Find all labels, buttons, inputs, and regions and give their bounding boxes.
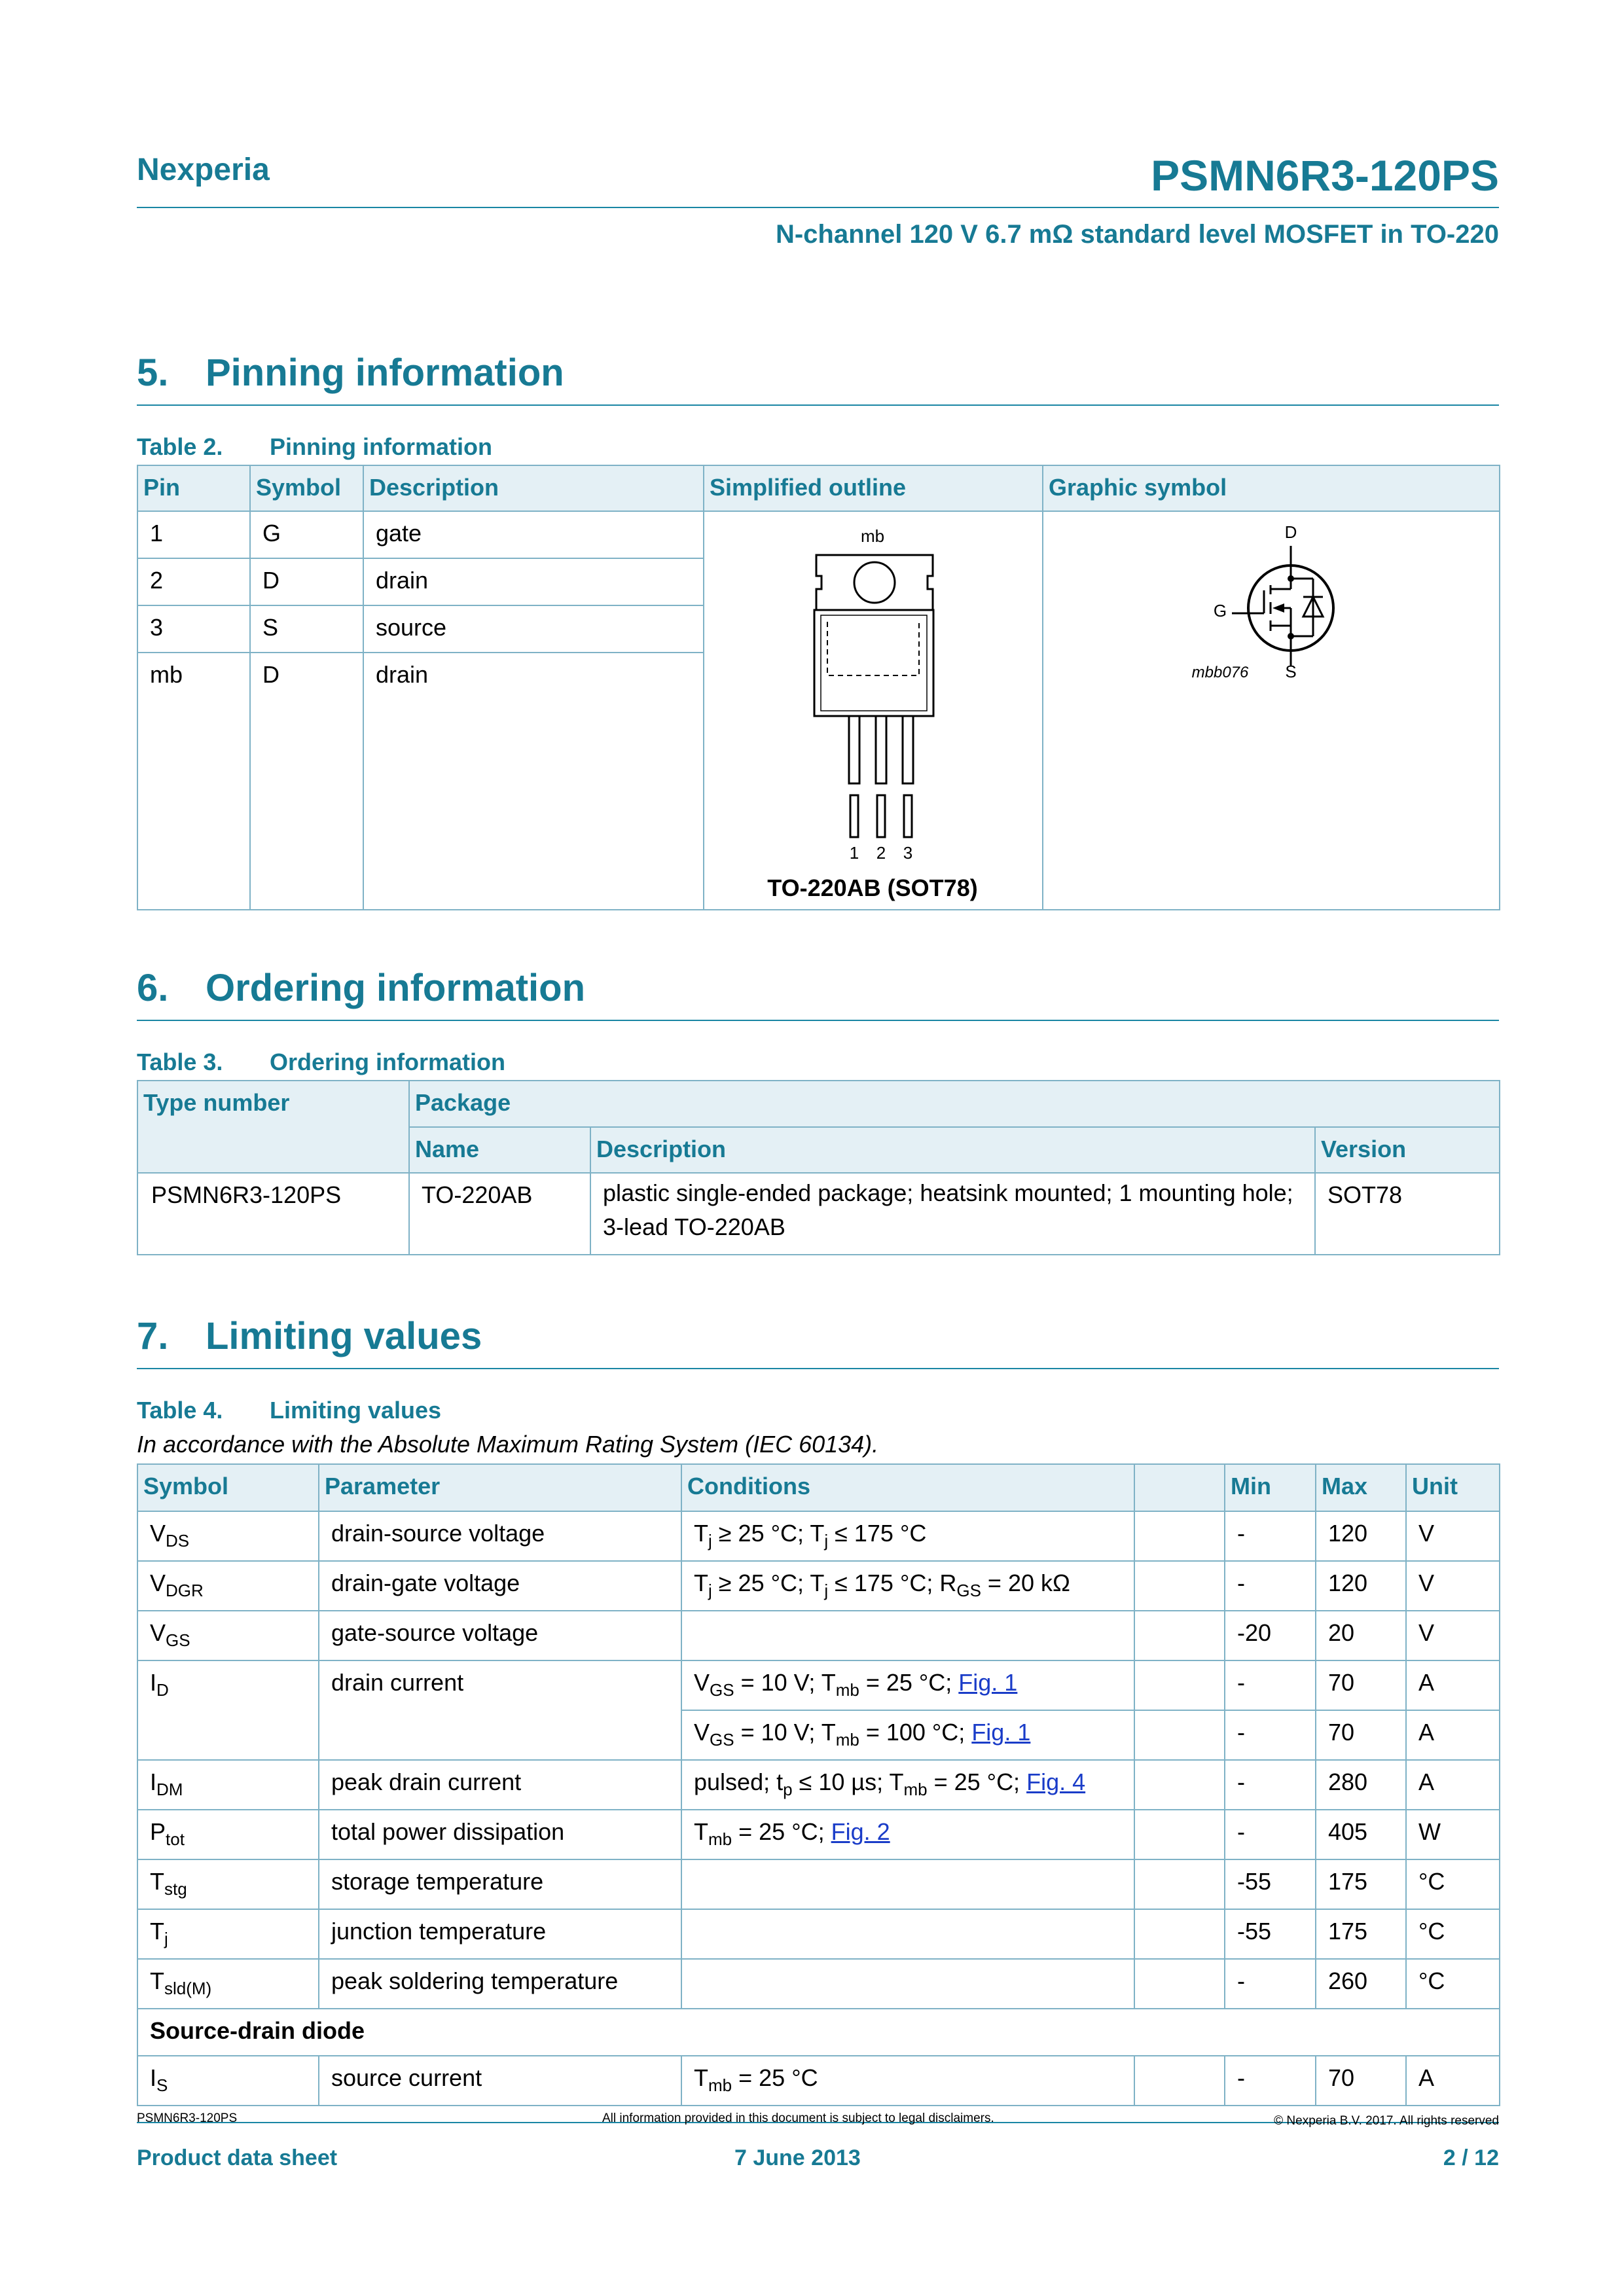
header-conditions: Conditions	[681, 1464, 1134, 1511]
footer-doc-id: PSMN6R3-120PS	[137, 2111, 238, 2125]
section-number: 5.	[137, 351, 169, 394]
max-cell: 280	[1316, 1760, 1406, 1810]
table-row	[137, 1810, 1500, 1859]
pin-2-label: 2	[876, 843, 886, 863]
header-max: Max	[1316, 1464, 1406, 1511]
unit-cell: A	[1406, 1660, 1500, 1710]
conditions-cell	[681, 1859, 1134, 1909]
table-row	[137, 1909, 1500, 1959]
pin-1-label: 1	[849, 843, 859, 863]
symbol-cell: D	[250, 558, 363, 605]
fig-4-link[interactable]: Fig. 4	[1026, 1768, 1086, 1795]
symbol-cell: $V_{GS}$	[137, 1611, 319, 1660]
footer-disclaimer: All information provided in this document is subject to legal disclaimers.	[602, 2111, 994, 2125]
unit-cell: °C	[1406, 1859, 1500, 1909]
fig-1-link[interactable]: Fig. 1	[971, 1719, 1031, 1746]
section-number: 7.	[137, 1315, 169, 1357]
min-cell: -	[1225, 1561, 1316, 1611]
parameter-cell: total power dissipation	[319, 1810, 681, 1859]
table-4-caption	[137, 1397, 441, 1424]
footer-copyright: © Nexperia B.V. 2017. All rights reserved	[1274, 2114, 1499, 2128]
header-min: Min	[1225, 1464, 1316, 1511]
table-2-caption	[137, 433, 492, 461]
table-4-note: In accordance with the Absolute Maximum Rating System (IEC 60134).	[137, 1431, 879, 1458]
package-caption: TO-220AB (SOT78)	[767, 874, 978, 901]
table-row	[137, 1859, 1500, 1909]
conditions-cell: $T_j \ge 25$ °C; $T_j \le 175$ °C; $R_{GS} = 20$ kΩ	[681, 1561, 1134, 1611]
symbol-cell: $I_{DM}$	[137, 1760, 319, 1810]
conditions-cell	[681, 1959, 1134, 2009]
unit-cell: V	[1406, 1511, 1500, 1561]
symbol-cell: $P_{tot}$	[137, 1810, 319, 1859]
unit-cell: W	[1406, 1810, 1500, 1859]
description-cell: drain	[363, 653, 704, 910]
document-subtitle: N-channel 120 V 6.7 mΩ standard level MOSFET in TO-220	[775, 220, 1499, 249]
max-cell: 405	[1316, 1810, 1406, 1859]
header-name: Name	[409, 1127, 590, 1173]
parameter-cell: drain-gate voltage	[319, 1561, 681, 1611]
header-description: Description	[363, 465, 704, 511]
table-number: Table 2.	[137, 433, 223, 460]
type-number-cell: PSMN6R3-120PS	[137, 1173, 409, 1255]
footer-page: 2 / 12	[1443, 2145, 1499, 2170]
symbol-reference: mbb076	[1191, 664, 1249, 681]
package-body-inner	[821, 615, 927, 711]
header-pin: Pin	[137, 465, 250, 511]
drain-label: D	[1284, 522, 1297, 542]
header-type-number: Type number	[137, 1081, 409, 1173]
unit-cell: °C	[1406, 1959, 1500, 2009]
unit-cell: V	[1406, 1611, 1500, 1660]
symbol-cell: S	[250, 605, 363, 653]
min-cell: -20	[1225, 1611, 1316, 1660]
pin-3-label: 3	[903, 843, 913, 863]
unit-cell: V	[1406, 1561, 1500, 1611]
lead-3-end	[904, 795, 912, 837]
part-number: PSMN6R3-120PS	[1151, 151, 1499, 200]
package-description-cell: plastic single-ended package; heatsink mounted; 1 mounting hole; 3-lead TO-220AB	[590, 1173, 1315, 1255]
max-cell: 120	[1316, 1561, 1406, 1611]
table-row	[137, 2056, 1500, 2106]
min-cell: -55	[1225, 1909, 1316, 1959]
table-number: Table 4.	[137, 1397, 223, 1424]
table-3-caption	[137, 1049, 505, 1076]
header-description: Description	[590, 1127, 1315, 1173]
section-rule	[137, 1368, 1499, 1369]
lead-1-end	[850, 795, 858, 837]
table-row	[137, 511, 1500, 558]
lead-1	[849, 716, 859, 783]
fig-2-link[interactable]: Fig. 2	[831, 1818, 890, 1845]
table-row	[137, 1660, 1500, 1710]
symbol-cell: $V_{DGR}$	[137, 1561, 319, 1611]
conditions-cell: $T_{mb} = 25$ °C; Fig. 2	[681, 1810, 1134, 1859]
symbol-cell: G	[250, 511, 363, 558]
min-cell: -	[1225, 2056, 1316, 2106]
section-rule	[137, 1020, 1499, 1021]
table-row	[137, 1611, 1500, 1660]
gate-label: G	[1213, 601, 1227, 620]
min-cell: -	[1225, 1810, 1316, 1859]
conditions-cell	[681, 1611, 1134, 1660]
symbol-cell: $V_{DS}$	[137, 1511, 319, 1561]
package-body	[814, 610, 933, 716]
symbol-cell: $I_D$	[137, 1660, 319, 1760]
section-title: Limiting values	[206, 1315, 482, 1357]
section-title: Pinning information	[206, 351, 564, 394]
lead-2-end	[877, 795, 885, 837]
header-simplified-outline: Simplified outline	[704, 465, 1043, 511]
conditions-cell: $V_{GS} = 10$ V; $T_{mb} = 100$ °C; Fig. 1	[681, 1710, 1134, 1760]
mounting-tab	[816, 555, 933, 610]
table-row	[137, 1173, 1500, 1255]
section-6-heading	[137, 966, 585, 1010]
package-version-cell: SOT78	[1315, 1173, 1500, 1255]
conditions-cell: $T_j \ge 25$ °C; $T_j \le 175$ °C	[681, 1511, 1134, 1561]
table-title: Limiting values	[270, 1397, 442, 1424]
symbol-cell: D	[250, 653, 363, 910]
parameter-cell: drain current	[319, 1660, 681, 1760]
parameter-cell: drain-source voltage	[319, 1511, 681, 1561]
ordering-table	[137, 1080, 1500, 1255]
min-cell: -	[1225, 1660, 1316, 1710]
table-row	[137, 1760, 1500, 1810]
min-cell: -	[1225, 1959, 1316, 2009]
to220-outline-drawing	[704, 512, 1041, 903]
symbol-cell: $I_S$	[137, 2056, 319, 2106]
source-label: S	[1285, 662, 1297, 681]
header-blank	[1134, 1464, 1225, 1511]
section-rule	[137, 404, 1499, 406]
header-unit: Unit	[1406, 1464, 1500, 1511]
conditions-cell: $V_{GS} = 10$ V; $T_{mb} = 25$ °C; Fig. 1	[681, 1660, 1134, 1710]
description-cell: source	[363, 605, 704, 653]
description-cell: gate	[363, 511, 704, 558]
unit-cell: A	[1406, 1710, 1500, 1760]
unit-cell: A	[1406, 2056, 1500, 2106]
max-cell: 20	[1316, 1611, 1406, 1660]
header-parameter: Parameter	[319, 1464, 681, 1511]
table-row	[137, 1959, 1500, 2009]
unit-cell: °C	[1406, 1909, 1500, 1959]
mb-label: mb	[860, 526, 885, 546]
header-symbol: Symbol	[137, 1464, 319, 1511]
max-cell: 175	[1316, 1909, 1406, 1959]
parameter-cell: peak soldering temperature	[319, 1959, 681, 2009]
pin-cell: 3	[137, 605, 250, 653]
max-cell: 260	[1316, 1959, 1406, 2009]
mosfet-symbol-drawing	[1043, 512, 1498, 903]
parameter-cell: gate-source voltage	[319, 1611, 681, 1660]
min-cell: -	[1225, 1710, 1316, 1760]
brand-name: Nexperia	[137, 152, 270, 187]
table-row	[137, 1511, 1500, 1561]
description-cell: drain	[363, 558, 704, 605]
header-version: Version	[1315, 1127, 1500, 1173]
pin-cell: 1	[137, 511, 250, 558]
parameter-cell: storage temperature	[319, 1859, 681, 1909]
table-title: Pinning information	[270, 433, 492, 460]
package-name-cell: TO-220AB	[409, 1173, 590, 1255]
lead-2	[876, 716, 886, 783]
pin-cell: 2	[137, 558, 250, 605]
fig-1-link[interactable]: Fig. 1	[958, 1669, 1018, 1696]
unit-cell: A	[1406, 1760, 1500, 1810]
max-cell: 70	[1316, 1660, 1406, 1710]
header-symbol: Symbol	[250, 465, 363, 511]
symbol-cell: $T_{stg}$	[137, 1859, 319, 1909]
simplified-outline-cell	[704, 511, 1043, 910]
section-5-heading	[137, 351, 564, 395]
header-package: Package	[409, 1081, 1500, 1127]
section-number: 6.	[137, 967, 169, 1009]
table-number: Table 3.	[137, 1049, 223, 1075]
lead-3	[903, 716, 913, 783]
section-title: Ordering information	[206, 967, 585, 1009]
pin-cell: mb	[137, 653, 250, 910]
parameter-cell: source current	[319, 2056, 681, 2106]
min-cell: -55	[1225, 1859, 1316, 1909]
table-row	[137, 1561, 1500, 1611]
mounting-hole	[854, 562, 895, 603]
max-cell: 70	[1316, 1710, 1406, 1760]
graphic-symbol-cell	[1043, 511, 1500, 910]
header-graphic-symbol: Graphic symbol	[1043, 465, 1500, 511]
symbol-cell: $T_j$	[137, 1909, 319, 1959]
conditions-cell	[681, 1909, 1134, 1959]
max-cell: 120	[1316, 1511, 1406, 1561]
table-title: Ordering information	[270, 1049, 505, 1075]
min-cell: -	[1225, 1760, 1316, 1810]
symbol-cell: $T_{sld(M)}$	[137, 1959, 319, 2009]
parameter-cell: peak drain current	[319, 1760, 681, 1810]
conditions-cell: $T_{mb} = 25$ °C	[681, 2056, 1134, 2106]
max-cell: 70	[1316, 2056, 1406, 2106]
group-label: Source-drain diode	[137, 2009, 1500, 2056]
conditions-cell: pulsed; $t_p \le 10$ µs; $T_{mb} = 25$ °C; Fig. 4	[681, 1760, 1134, 1810]
table-group-row	[137, 2009, 1500, 2056]
min-cell: -	[1225, 1511, 1316, 1561]
parameter-cell: junction temperature	[319, 1909, 681, 1959]
max-cell: 175	[1316, 1859, 1406, 1909]
die-outline	[827, 622, 919, 675]
footer-doc-type: Product data sheet	[137, 2145, 338, 2170]
header-rule	[137, 207, 1499, 208]
footer-date: 7 June 2013	[734, 2145, 861, 2170]
pinning-table	[137, 465, 1500, 910]
section-7-heading	[137, 1314, 482, 1358]
limiting-values-table	[137, 1463, 1500, 2106]
